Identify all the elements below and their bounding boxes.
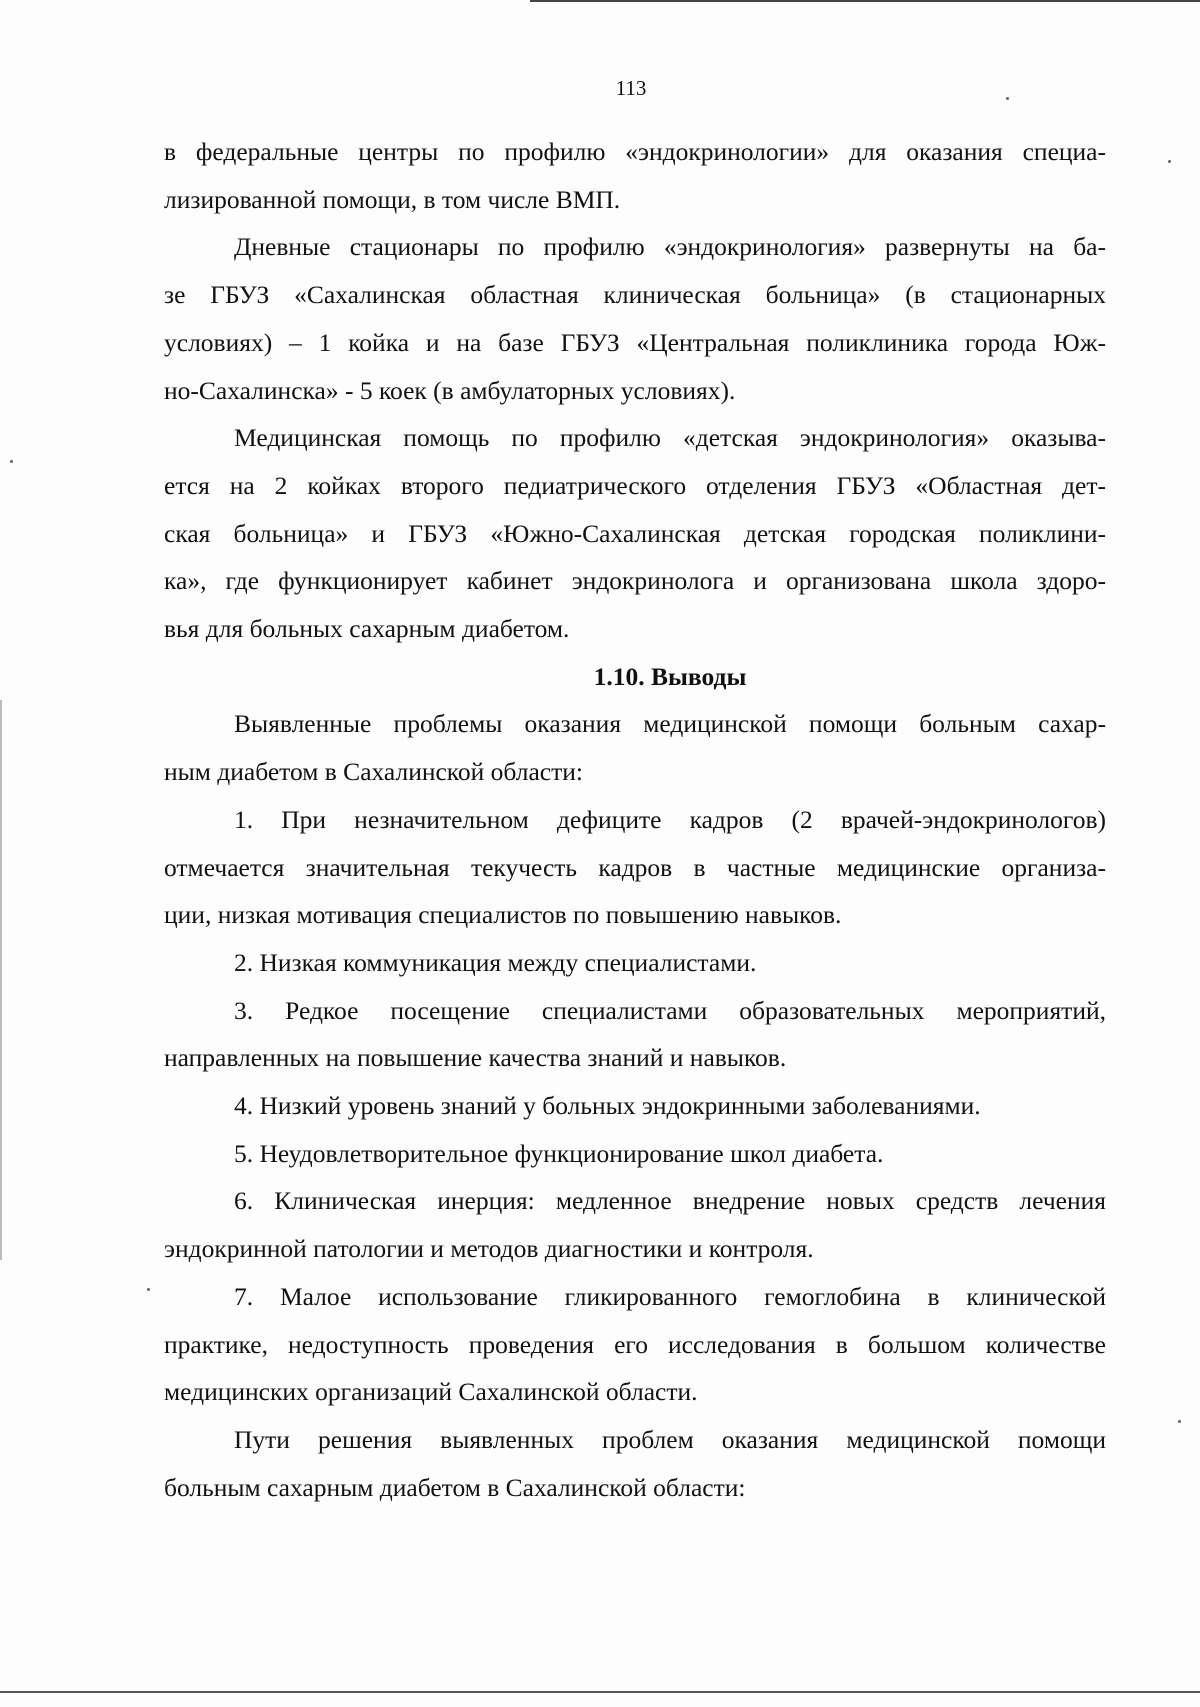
text-line: направленных на повышение качества знаний и навыков. xyxy=(164,1043,787,1073)
text-line: эндокринной патологии и методов диагностики и контроля. xyxy=(164,1234,814,1264)
paragraph xyxy=(164,128,1106,223)
text-line: Пути решения выявленных проблем оказания медицинской помощи xyxy=(234,1424,1106,1454)
scan-border-bottom xyxy=(0,1691,1200,1693)
text-line: вья для больных сахарным диабетом. xyxy=(164,614,570,644)
paragraph xyxy=(164,1130,1106,1178)
text-line: условиях) – 1 койка и на базе ГБУЗ «Центральная поликлиника города Юж- xyxy=(164,327,1106,357)
scan-border-top xyxy=(530,0,1200,2)
paragraph xyxy=(164,939,1106,987)
text-line: зе ГБУЗ «Сахалинская областная клиническая больница» (в стационарных xyxy=(164,280,1106,310)
text-line: 3. Редкое посещение специалистами образовательных мероприятий, xyxy=(234,995,1106,1025)
text-line: Медицинская помощь по профилю «детская эндокринология» оказыва- xyxy=(234,423,1106,453)
text-line: 1. При незначительном дефиците кадров (2 врачей-эндокринологов) xyxy=(234,804,1106,834)
text-line: ется на 2 койках второго педиатрического отделения ГБУЗ «Областная дет- xyxy=(164,470,1106,500)
paragraph xyxy=(164,1177,1106,1272)
text-line: ка», где функционирует кабинет эндокринолога и организована школа здоро- xyxy=(164,566,1106,596)
paragraph xyxy=(164,1273,1106,1416)
text-line: Дневные стационары по профилю «эндокринология» развернуты на ба- xyxy=(234,232,1106,262)
text-line: 5. Неудовлетворительное функционирование школ диабета. xyxy=(234,1138,884,1168)
scan-speck xyxy=(147,1288,150,1291)
text-line: в федеральные центры по профилю «эндокринологии» для оказания специа- xyxy=(164,137,1106,166)
paragraph xyxy=(164,987,1106,1082)
text-line: ным диабетом в Сахалинской области: xyxy=(164,757,583,787)
paragraph xyxy=(164,1416,1106,1511)
text-line: но-Сахалинска» - 5 коек (в амбулаторных условиях). xyxy=(164,375,736,405)
document-body xyxy=(164,128,1106,1511)
scan-speck xyxy=(10,460,13,463)
text-line: 7. Малое использование гликированного гемоглобина в клинической xyxy=(234,1281,1106,1311)
paragraph xyxy=(164,1082,1106,1130)
intro-section xyxy=(164,128,1106,653)
scan-speck xyxy=(1168,160,1171,163)
text-line: 4. Низкий уровень знаний у больных эндокринными заболеваниями. xyxy=(234,1091,981,1121)
paragraph xyxy=(164,700,1106,795)
conclusions-section xyxy=(164,700,1106,1511)
text-line: 6. Клиническая инерция: медленное внедрение новых средств лечения xyxy=(234,1186,1106,1216)
text-line: отмечается значительная текучесть кадров в частные медицинские организа- xyxy=(164,852,1106,882)
scan-speck xyxy=(1006,97,1009,100)
text-line: Выявленные проблемы оказания медицинской помощи больным сахар- xyxy=(234,709,1106,739)
text-line: больным сахарным диабетом в Сахалинской области: xyxy=(164,1472,746,1502)
text-line: практике, недоступность проведения его исследования в большом количестве xyxy=(164,1329,1106,1359)
text-line: лизированной помощи, в том числе ВМП. xyxy=(164,184,621,214)
section-heading: 1.10. Выводы xyxy=(593,661,747,691)
paragraph xyxy=(164,796,1106,939)
text-line: ции, низкая мотивация специалистов по повышению навыков. xyxy=(164,900,842,930)
scan-border-left xyxy=(0,700,2,1260)
paragraph xyxy=(164,223,1106,414)
text-line: 2. Низкая коммуникация между специалистами. xyxy=(234,947,757,977)
text-line: ская больница» и ГБУЗ «Южно-Сахалинская детская городская поликлини- xyxy=(164,518,1106,548)
page-number: 113 xyxy=(615,76,647,100)
paragraph xyxy=(164,414,1106,653)
text-line: медицинских организаций Сахалинской области. xyxy=(164,1377,698,1407)
scan-speck xyxy=(1178,1420,1181,1423)
